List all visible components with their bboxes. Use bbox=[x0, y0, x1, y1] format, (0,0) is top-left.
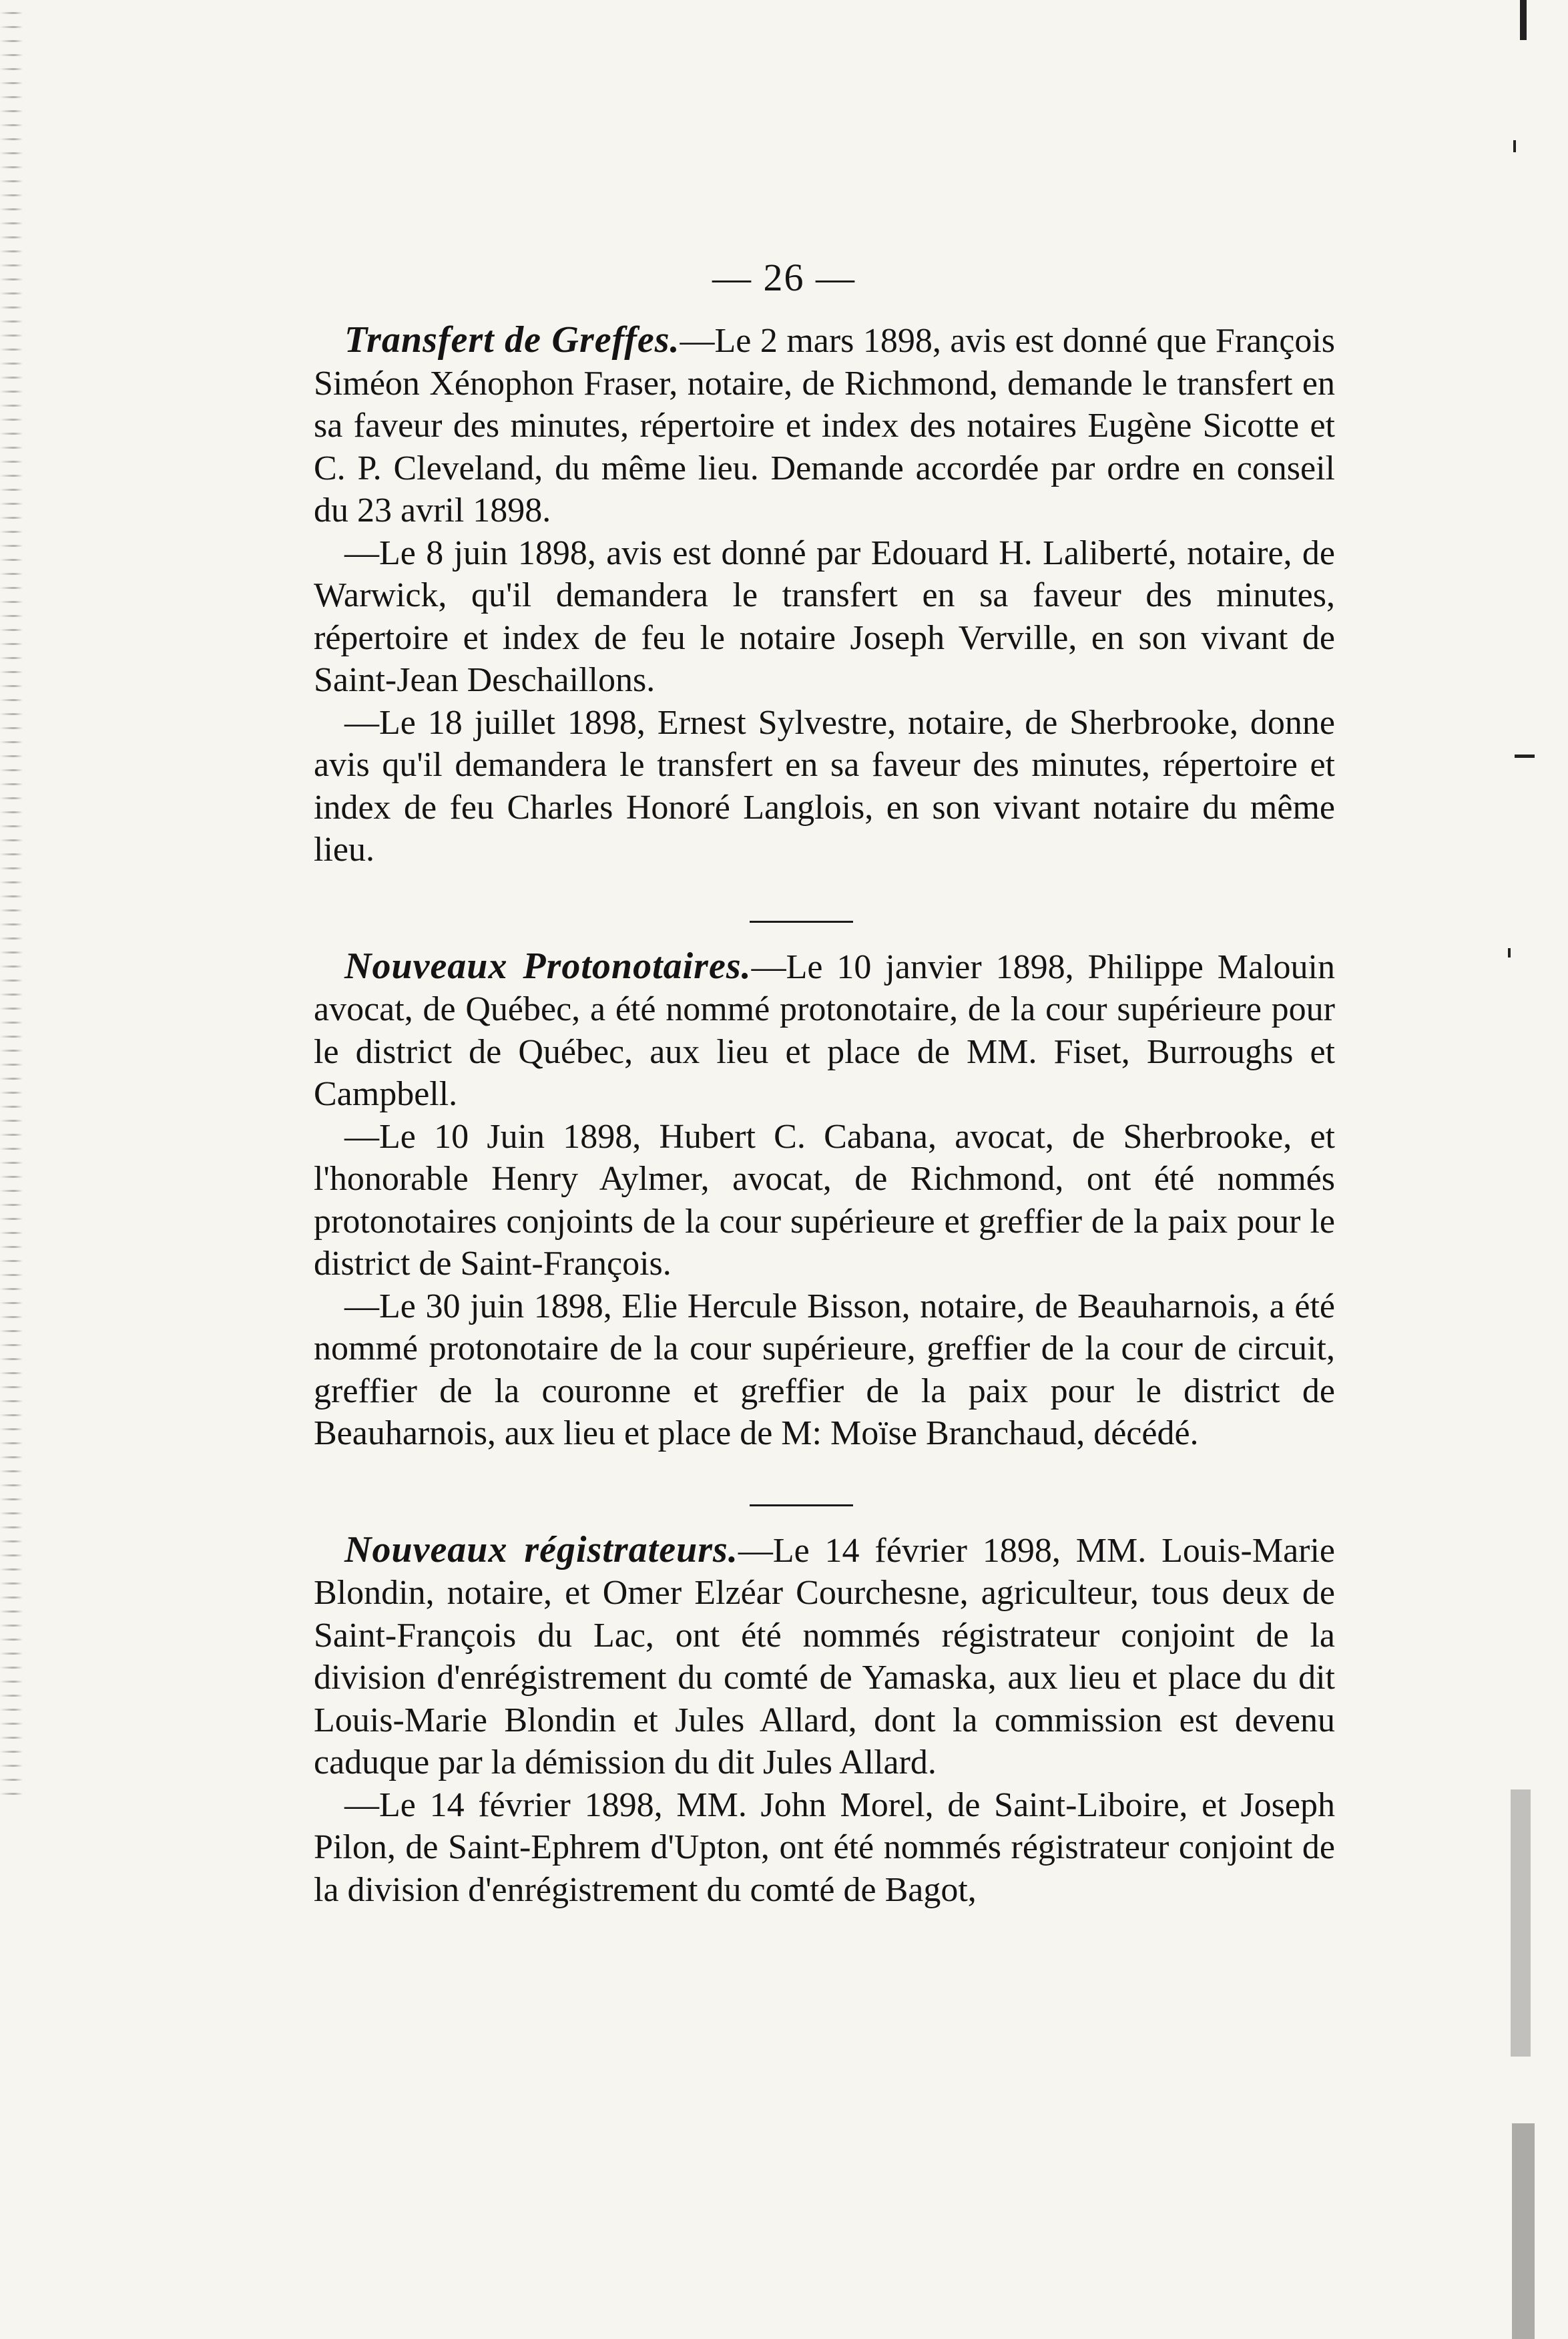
section-heading: Nouveaux Protonotaires. bbox=[344, 945, 752, 987]
section-paragraph bbox=[314, 1529, 1335, 1784]
paragraph-text: —Le 10 janvier 1898, Philippe Malouin avocat, de Québec, a été nommé protonotaire, de la cour supérieure pour le district de Québec, aux lieu et place de MM. Fiset, Burroughs et Campbell. bbox=[314, 947, 1335, 1113]
paragraph-text: —Le 2 mars 1898, avis est donné que François Siméon Xénophon Fraser, notaire, de Richmond, demande le transfert en sa faveur des minutes, répertoire et index des notaires Eugène Sicotte et C. P. Cleveland, du même lieu. Demande accordée par ordre en conseil du 23 avril 1898. bbox=[314, 322, 1336, 529]
section-nouveaux-protonotaires bbox=[314, 945, 1335, 1455]
paragraph-text: —Le 14 février 1898, MM. Louis-Marie Blondin, notaire, et Omer Elzéar Courchesne, agriculteur, tous deux de Saint-François du Lac, ont été nommés régistrateur conjoint de la division d'enrégistrement du comté de Yamaska, aux lieu et place du dit Louis-Marie Blondin et Jules Allard, dont la commission est devenu caduque par la démission du dit Jules Allard. bbox=[314, 1531, 1336, 1781]
section-paragraph: —Le 30 juin 1898, Elie Hercule Bisson, notaire, de Beauharnois, a été nommé protonotaire de la cour supérieure, greffier de la cour de circuit, greffier de la couronne et greffier de la paix pour le district de Beauharnois, aux lieu et place de M: Moïse Branchaud, décédé. bbox=[314, 1287, 1335, 1452]
page-body bbox=[314, 319, 1335, 1911]
section-paragraph: —Le 8 juin 1898, avis est donné par Edouard H. Laliberté, notaire, de Warwick, qu'il demandera le transfert en sa faveur des minutes, répertoire et index de feu le notaire Joseph Verville, en son vivant de Saint-Jean Deschaillons. bbox=[314, 534, 1335, 699]
section-paragraph bbox=[314, 319, 1335, 532]
section-heading: Nouveaux régistrateurs. bbox=[344, 1528, 738, 1570]
scan-edge-right bbox=[1488, 0, 1541, 2339]
section-divider bbox=[750, 1504, 853, 1506]
page-number: — 26 — bbox=[712, 256, 856, 299]
section-paragraph: —Le 14 février 1898, MM. John Morel, de Saint-Liboire, et Joseph Pilon, de Saint-Ephrem d'Upton, ont été nommés régistrateur conjoint de la division d'enrégistrement du comté de Bagot, bbox=[314, 1785, 1335, 1909]
section-nouveaux-registrateurs bbox=[314, 1529, 1335, 1912]
section-heading: Transfert de Greffes. bbox=[344, 319, 680, 361]
section-paragraph bbox=[314, 945, 1335, 1116]
section-divider bbox=[750, 921, 853, 923]
section-transfert-de-greffes bbox=[314, 319, 1335, 871]
section-paragraph: —Le 10 Juin 1898, Hubert C. Cabana, avocat, de Sherbrooke, et l'honorable Henry Aylmer, avocat, de Richmond, ont été nommés protonotaires conjoints de la cour supérieure et greffier de la paix pour le district de Saint-François. bbox=[314, 1117, 1335, 1283]
section-paragraph: —Le 18 juillet 1898, Ernest Sylvestre, notaire, de Sherbrooke, donne avis qu'il demandera le transfert en sa faveur des minutes, répertoire et index de feu Charles Honoré Langlois, en son vivant notaire du même lieu. bbox=[314, 703, 1335, 869]
